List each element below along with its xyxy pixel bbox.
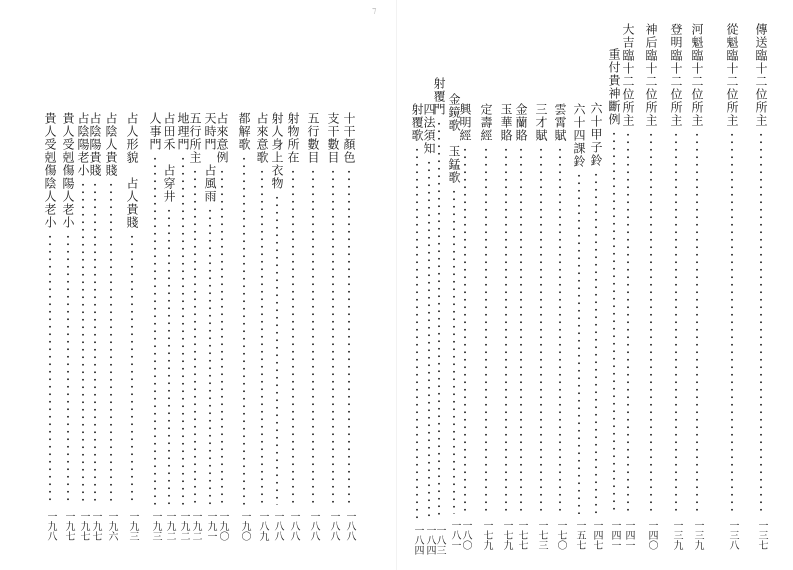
toc-entry <box>498 103 514 560</box>
toc-entry-page: 一九三 <box>150 511 161 541</box>
leader-dots <box>464 146 466 514</box>
leader-dots <box>428 159 430 519</box>
leader-dots <box>261 168 263 505</box>
scan-speck: ⁊ <box>372 6 377 16</box>
toc-entry-title: 河魁臨十二位所主 <box>690 23 704 127</box>
leader-dots <box>209 207 211 505</box>
toc-entry-page: 一三九 <box>671 520 682 550</box>
toc-entry-page: 一七七 <box>516 520 527 550</box>
toc-entry-page: 一三七 <box>756 520 767 550</box>
leader-dots <box>416 146 418 519</box>
toc-entry <box>606 48 622 560</box>
leader-dots <box>438 120 440 519</box>
leader-dots <box>578 172 580 514</box>
toc-entry-page: 一四一 <box>609 520 620 550</box>
toc-entry-title: 占陰陽老小 <box>76 112 90 177</box>
toc-entry-title: 人事門 <box>148 112 162 151</box>
toc-entry-page: 一九二 <box>178 511 189 541</box>
toc-entry-page: 一八九 <box>257 511 268 541</box>
toc-entry-title: 神后臨十二位所主 <box>644 23 658 127</box>
toc-entry <box>103 112 119 560</box>
toc-entry-page: 一八八 <box>344 511 355 541</box>
leader-dots <box>595 171 597 514</box>
toc-entry-page: 一九〇 <box>217 511 228 541</box>
leader-dots <box>520 146 522 514</box>
toc-entry <box>513 103 529 560</box>
leader-dots <box>760 131 762 514</box>
toc-entry-page: 一八八 <box>272 511 283 541</box>
toc-entry <box>269 112 285 560</box>
toc-entry-page: 一八八 <box>288 511 299 541</box>
toc-entry-page: 一九三 <box>127 511 138 541</box>
toc-entry-title: 玉華賂 <box>499 103 513 142</box>
toc-entry-page: 一九七 <box>78 511 89 541</box>
toc-entry <box>753 23 769 560</box>
toc-entry-title: 十干顏色 <box>342 112 356 164</box>
toc-entry-title: 都解歌 <box>237 112 251 151</box>
leader-dots <box>276 194 278 505</box>
toc-entry-title: 五行數目 <box>306 112 320 164</box>
toc-entry-title: 地理門 <box>176 112 190 151</box>
toc-entry <box>724 23 740 560</box>
toc-entry <box>620 23 636 560</box>
toc-entry-title: 金鏡歌 玉錳歌 <box>447 93 461 184</box>
toc-entry-page: 一七九 <box>481 520 492 550</box>
leader-dots <box>221 168 223 505</box>
toc-entry-page: 一九二 <box>164 511 175 541</box>
toc-entry-title: 從魁臨十二位所主 <box>725 23 739 127</box>
leader-dots <box>696 131 698 514</box>
toc-entry-page: 一九七 <box>90 511 101 541</box>
toc-entry-page: 一九八 <box>45 511 56 541</box>
leader-dots <box>94 181 96 505</box>
leader-dots <box>627 131 629 514</box>
toc-entry-title: 登明臨十二位所主 <box>669 23 683 127</box>
toc-entry-title: 貴人受剋傷陰人老小 <box>43 112 57 229</box>
toc-entry-title: 六十甲子鈴 <box>589 102 603 167</box>
leader-dots <box>67 233 69 505</box>
leader-dots <box>168 207 170 505</box>
toc-entry <box>202 112 218 560</box>
toc-entry-title: 射人身上衣物 <box>270 112 284 190</box>
toc-entry-title: 射覆歌 <box>410 103 424 142</box>
toc-entry-page: 一五七 <box>574 520 585 550</box>
toc-entry-page: 一四一 <box>623 520 634 550</box>
toc-entry <box>305 112 321 560</box>
toc-entry-title: 占來意例 <box>215 112 229 164</box>
toc-entry-title: 興明經 <box>458 103 472 142</box>
toc-entry-page: 一七九 <box>501 520 512 550</box>
toc-entry-page: 一七〇 <box>555 520 566 550</box>
toc-entry-title: 支干數目 <box>326 112 340 164</box>
toc-entry-page: 一九二 <box>190 511 201 541</box>
toc-entry-title: 定壽經 <box>479 103 493 142</box>
leader-dots <box>82 181 84 505</box>
toc-entry-page: 一四〇 <box>646 520 657 550</box>
leader-dots <box>292 168 294 505</box>
toc-entry-title: 重付貴神斷例 <box>607 48 621 126</box>
toc-entry-page: 一四七 <box>591 520 602 550</box>
toc-entry-title: 占人形貌 占人貴賤 <box>125 112 139 229</box>
leader-dots <box>131 233 133 505</box>
leader-dots <box>505 146 507 514</box>
toc-entry-page: 一七三 <box>536 520 547 550</box>
leader-dots <box>49 233 51 505</box>
leader-dots <box>675 131 677 514</box>
toc-entry-page: 一三九 <box>692 520 703 550</box>
toc-entry-page: 一八四 <box>424 525 435 555</box>
leader-dots <box>243 155 245 505</box>
leader-dots <box>485 146 487 514</box>
toc-entry <box>236 112 252 560</box>
toc-entry <box>552 103 568 560</box>
leader-dots <box>332 168 334 505</box>
leader-dots <box>110 181 112 505</box>
leader-dots <box>613 130 615 514</box>
toc-entry-page: 一三八 <box>727 520 738 550</box>
toc-entry-page: 一九〇 <box>239 511 250 541</box>
toc-entry <box>588 102 604 560</box>
toc-entry <box>42 112 58 560</box>
leader-dots <box>650 131 652 514</box>
toc-entry <box>446 93 462 560</box>
right-page <box>397 0 793 570</box>
toc-entry-title: 占來意歌 <box>255 112 269 164</box>
toc-entry-title: 大吉臨十二位所主 <box>621 23 635 127</box>
toc-entry-title: 六十四課鈴 <box>572 103 586 168</box>
toc-entry <box>689 23 705 560</box>
leader-dots <box>540 146 542 514</box>
toc-entry-page: 一八四 <box>412 525 423 555</box>
leader-dots <box>154 155 156 505</box>
toc-entry <box>571 103 587 560</box>
leader-dots <box>453 188 455 514</box>
toc-entry <box>668 23 684 560</box>
toc-entry <box>124 112 140 560</box>
toc-entry-title: 占陰陽貴賤 <box>88 112 102 177</box>
toc-entry-title: 占陰人貴賤 <box>104 112 118 177</box>
toc-entry-title: 雲霄賦 <box>553 103 567 142</box>
toc-entry-title: 四法須知 <box>422 103 436 155</box>
leader-dots <box>731 131 733 514</box>
toc-entry-title: 射覆門 <box>432 77 446 116</box>
toc-entry-title: 貴人受剋傷陽人老小 <box>61 112 75 229</box>
leader-dots <box>348 168 350 505</box>
toc-entry-title: 天時門 占風雨 <box>203 112 217 203</box>
left-page <box>0 0 396 570</box>
toc-entry-title: 三才賦 <box>534 103 548 142</box>
toc-entry-page: 一八〇 <box>460 520 471 550</box>
leader-dots <box>559 146 561 514</box>
leader-dots <box>312 168 314 505</box>
toc-entry-page: 一八三 <box>434 525 445 555</box>
toc-entry <box>60 112 76 560</box>
toc-entry-page: 一九六 <box>106 511 117 541</box>
toc-entry-page: 一九一 <box>205 511 216 541</box>
toc-entry <box>161 112 177 560</box>
toc-entry <box>254 112 270 560</box>
toc-entry <box>325 112 341 560</box>
toc-entry-title: 傳送臨十二位所主 <box>754 23 768 127</box>
toc-entry-title: 占田禾 占穿井 <box>162 112 176 203</box>
leader-dots <box>194 168 196 505</box>
toc-entry-page: 一八八 <box>328 511 339 541</box>
toc-entry <box>478 103 494 560</box>
toc-entry <box>533 103 549 560</box>
toc-entry <box>175 112 191 560</box>
toc-entry-page: 一八一 <box>449 520 460 550</box>
toc-entry-page: 一九七 <box>63 511 74 541</box>
toc-entry-title: 射物所在 <box>286 112 300 164</box>
toc-entry-title: 五行所主 <box>188 112 202 164</box>
toc-entry <box>285 112 301 560</box>
toc-entry-title: 金蘭賂 <box>514 103 528 142</box>
toc-entry <box>75 112 91 560</box>
toc-entry <box>341 112 357 560</box>
toc-entry <box>643 23 659 560</box>
toc-entry-page: 一八八 <box>308 511 319 541</box>
toc-entry <box>147 112 163 560</box>
toc-entry <box>409 103 425 560</box>
leader-dots <box>182 155 184 505</box>
